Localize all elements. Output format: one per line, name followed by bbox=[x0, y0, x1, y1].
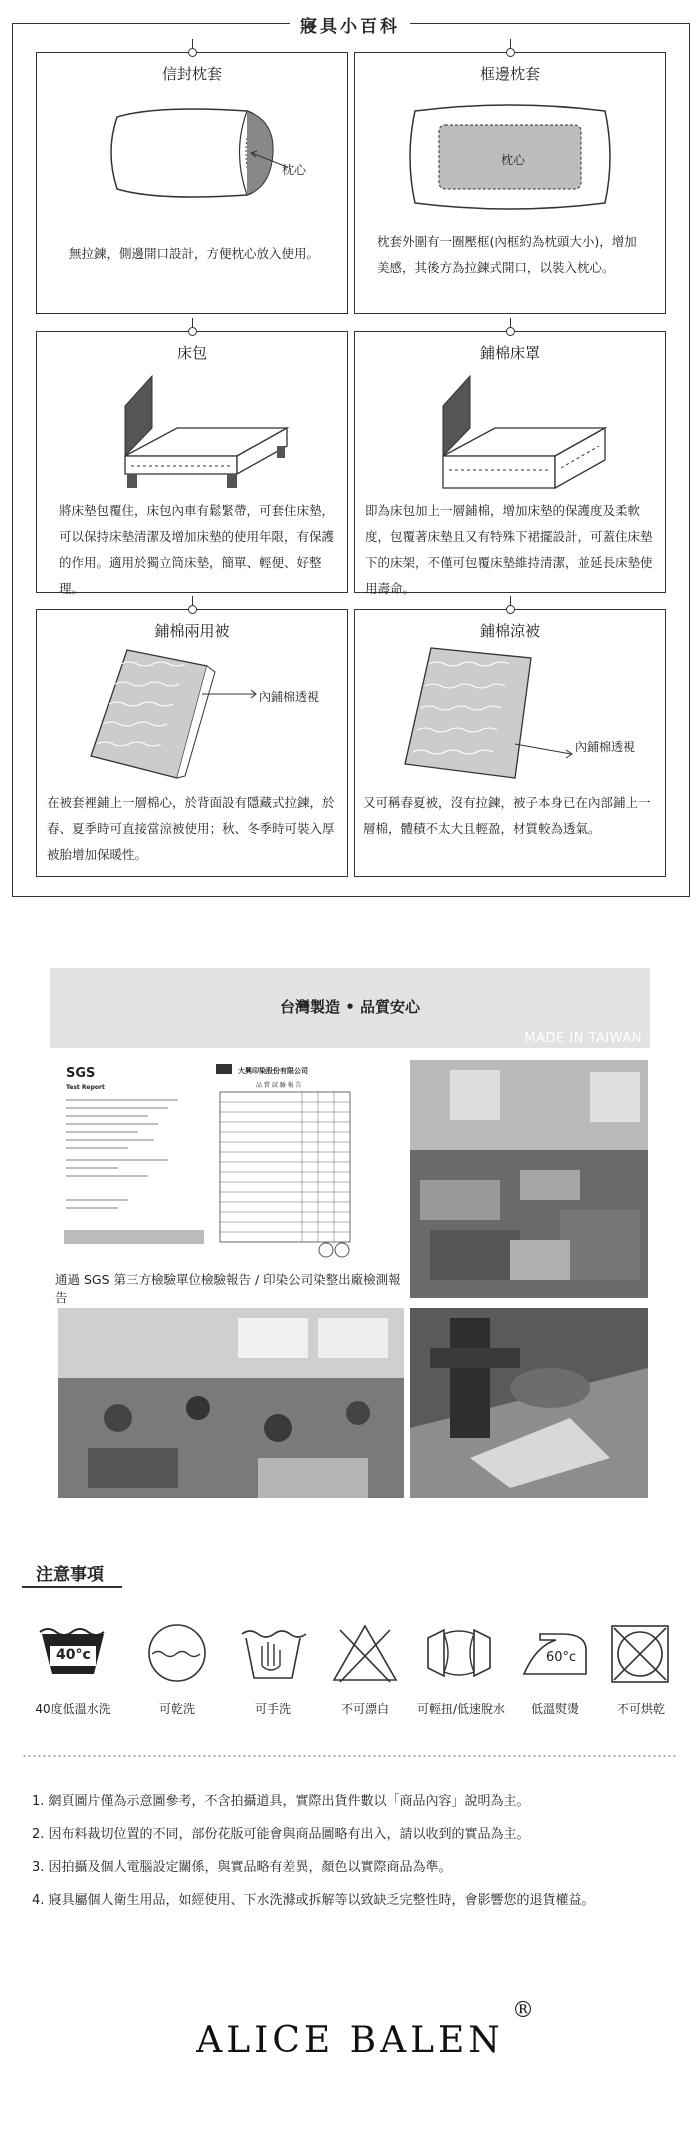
gentle-wring-icon bbox=[420, 1620, 498, 1686]
dotted-divider bbox=[22, 1753, 678, 1759]
card-description: 將床墊包覆住，床包內車有鬆緊帶，可套住床墊，可以保持床墊清潔及增加床墊的使用年限，有保護的作用。適用於獨立筒床墊，簡單、輕便、好整理。 bbox=[59, 503, 335, 596]
pin-icon bbox=[188, 327, 197, 336]
sgs-logo: SGS bbox=[66, 1066, 96, 1081]
envelope-pillow-illustration bbox=[97, 97, 297, 207]
care-label-no-bleach: 不可漂白 bbox=[340, 1702, 389, 1716]
wash-temp-label: 40°c bbox=[56, 1647, 91, 1663]
no-bleach-icon bbox=[326, 1620, 404, 1686]
report-text-lines bbox=[58, 1060, 208, 1256]
card-description: 又可稱春夏被，沒有拉鍊，被子本身已在內部鋪上一層棉，體積不太大且輕盈，材質較為透氣。 bbox=[363, 795, 651, 836]
pin-icon bbox=[188, 48, 197, 57]
pillow-insert-label: 枕心 bbox=[501, 153, 526, 167]
card-framed-pillowcase bbox=[354, 52, 666, 314]
card-quilted-summer-blanket bbox=[354, 609, 666, 877]
card-description: 枕套外圍有一圈壓框(內框約為枕頭大小)，增加美感，其後方為拉鍊式開口，以裝入枕心。 bbox=[377, 234, 637, 275]
dual-duvet-illustration bbox=[77, 644, 277, 784]
pin-icon bbox=[506, 605, 515, 614]
pin-icon bbox=[506, 327, 515, 336]
card-description: 即為床包加上一層鋪棉，增加床墊的保護度及柔軟度，包覆著床墊且又有特殊下裙擺設計，可蓋住床墊下的床架，不僅可包覆床墊維持清潔，並延長床墊使用壽命。 bbox=[365, 503, 653, 596]
care-label-wash: 40度低溫水洗 bbox=[35, 1702, 111, 1716]
brand-logo-text: ALICE BALEN bbox=[196, 2020, 504, 2061]
test-report-label: Test Report bbox=[66, 1084, 105, 1091]
card-description: 在被套裡鋪上一層棉心，於背面設有隱藏式拉鍊，於春、夏季時可直接當涼被使用；秋、冬季時可裝入厚被胎增加保暖性。 bbox=[47, 795, 335, 862]
card-title: 框邊枕套 bbox=[479, 65, 540, 83]
card-description: 無拉鍊，側邊開口設計，方便枕心放入使用。 bbox=[68, 246, 319, 261]
fabric-cutting-scene bbox=[410, 1308, 648, 1498]
care-label-hand-wash: 可手洗 bbox=[254, 1702, 291, 1716]
mit-title: 台灣製造 • 品質安心 bbox=[279, 998, 421, 1016]
care-label-gentle-wring: 可輕扭/低速脫水 bbox=[416, 1702, 506, 1716]
card-title: 床包 bbox=[176, 344, 207, 362]
card-quilted-dual-duvet bbox=[36, 609, 348, 877]
note-item: 3. 因拍攝及個人電腦設定關係，與實品略有差異，顏色以實際商品為準。 bbox=[32, 1860, 452, 1875]
certification-caption: 通過 SGS 第三方檢驗單位檢驗報告 / 印染公司染整出廠檢測報告 bbox=[55, 1272, 401, 1305]
hand-wash-icon bbox=[234, 1620, 312, 1686]
factory-storage-scene bbox=[410, 1060, 648, 1298]
factory-photo-storage bbox=[410, 1060, 648, 1298]
sewing-floor-scene bbox=[58, 1308, 404, 1498]
card-title: 鋪棉床罩 bbox=[479, 344, 540, 362]
fitted-sheet-bed-illustration bbox=[97, 366, 297, 494]
encyclopedia-title: 寢具小百科 bbox=[290, 17, 410, 37]
pillow-insert-label: 枕心 bbox=[282, 163, 307, 177]
report-heading: 品 質 試 驗 報 告 bbox=[256, 1082, 302, 1089]
card-title: 信封枕套 bbox=[161, 65, 222, 83]
heading-underline bbox=[22, 1586, 122, 1588]
care-label-dry-clean: 可乾洗 bbox=[158, 1702, 195, 1716]
pin-icon bbox=[506, 48, 515, 57]
low-iron-icon bbox=[516, 1620, 594, 1686]
summer-blanket-illustration bbox=[375, 644, 575, 784]
note-item: 1. 網頁圖片僅為示意圖參考，不含拍攝道具，實際出貨件數以「商品內容」說明為主。 bbox=[32, 1794, 530, 1809]
registered-mark: ® bbox=[512, 1998, 534, 2023]
notes-list bbox=[32, 1785, 682, 1917]
card-title: 鋪棉涼被 bbox=[479, 622, 540, 640]
quilted-bedspread-illustration bbox=[415, 366, 615, 494]
card-quilted-bedspread bbox=[354, 331, 666, 596]
made-in-taiwan-banner bbox=[50, 968, 650, 1048]
note-item: 4. 寢具屬個人衛生用品，如經使用、下水洗滌或拆解等以致缺乏完整性時，會影響您的退貨權益。 bbox=[32, 1893, 595, 1908]
sgs-report-document bbox=[58, 1060, 208, 1256]
care-notes-heading: 注意事項 bbox=[36, 1565, 104, 1585]
report-table-grid bbox=[216, 1060, 356, 1260]
report-company-name: 大興印染股份有限公司 bbox=[238, 1067, 308, 1075]
care-label-no-tumble-dry: 不可烘乾 bbox=[616, 1702, 665, 1716]
factory-photo-cutting bbox=[410, 1308, 648, 1498]
pin-icon bbox=[188, 605, 197, 614]
iron-temp-label: 60°c bbox=[546, 1650, 577, 1665]
quilt-interior-label: 內鋪棉透視 bbox=[259, 690, 320, 704]
card-envelope-pillowcase bbox=[36, 52, 348, 314]
dyeing-test-report-document bbox=[216, 1060, 356, 1260]
no-tumble-dry-icon bbox=[602, 1620, 680, 1686]
factory-photo-sewing-floor bbox=[58, 1308, 404, 1498]
card-fitted-sheet bbox=[36, 331, 348, 596]
card-title: 鋪棉兩用被 bbox=[154, 622, 230, 640]
care-label-low-iron: 低溫熨燙 bbox=[530, 1702, 579, 1716]
quilt-interior-label: 內鋪棉透視 bbox=[575, 740, 636, 754]
encyclopedia-title-bar bbox=[0, 12, 700, 36]
note-item: 2. 因布料裁切位置的不同，部份花版可能會與商品圖略有出入，請以收到的實品為主。 bbox=[32, 1827, 530, 1842]
mit-subtitle: MADE IN TAIWAN bbox=[524, 1031, 642, 1046]
wash-40-icon bbox=[34, 1620, 112, 1686]
dry-clean-icon bbox=[138, 1620, 216, 1686]
